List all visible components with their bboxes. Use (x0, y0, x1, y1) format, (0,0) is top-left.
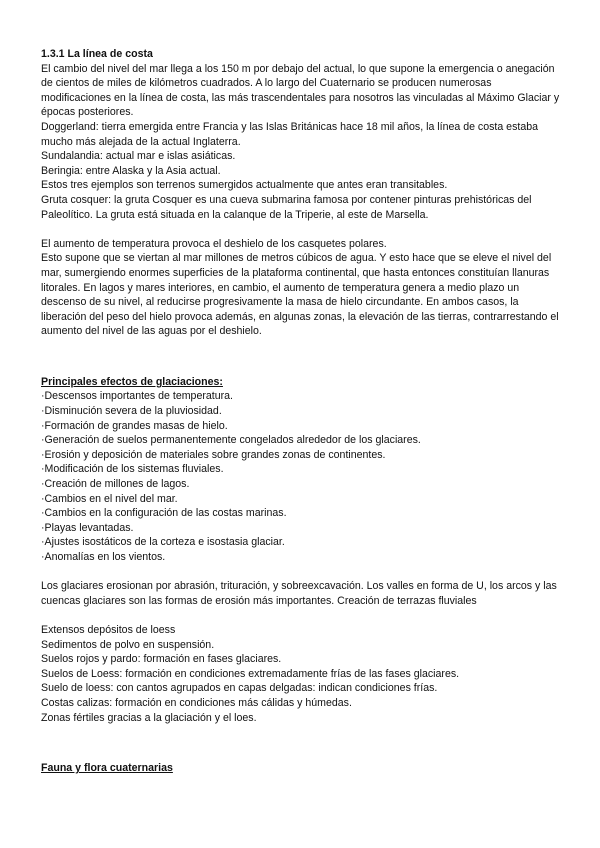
list-item: ·Generación de suelos permanentemente congelados alrededor de los glaciares. (41, 434, 421, 447)
doggerland-paragraph: Doggerland: tierra emergida entre Francia y las Islas Británicas hace 18 mil años, la línea de costa estaba mucho más alejada de la actual Inglaterra. (41, 120, 538, 148)
list-item: ·Descensos importantes de temperatura. (41, 390, 233, 403)
list-item: ·Playas levantadas. (41, 521, 134, 534)
sundalandia-line: Sundalandia: actual mar e islas asiáticas. (41, 150, 236, 163)
erosion-paragraph: Los glaciares erosionan por abrasión, trituración, y sobreexcavación. Los valles en forma de U, los arcos y las cuencas glaciares son las formas de erosión más importantes. Creación de terrazas fluviales (41, 580, 557, 607)
list-item: ·Formación de grandes masas de hielo. (41, 419, 228, 432)
loess-line: Extensos depósitos de loess (41, 623, 176, 636)
deshielo-paragraph: Esto supone que se viertan al mar millones de metros cúbicos de agua. Y esto hace que se eleve el nivel del mar, sumergiendo enormes superficies de la plataforma continental, que hasta entonces constituían llanuras litorales. En lagos y mares interiores, en cambio, el aumento de temperatura genera a medio plazo un descenso de su nivel, al reducirse progresivamente la masa de hielo circundante. En ambos casos, la liberación del peso del hielo provoca además, en algunas zonas, la elevación de las tierras, contrarrestando el aumento del nivel de las aguas por el deshielo. (41, 252, 559, 338)
loess-line: Suelos rojos y pardo: formación en fases glaciares. (41, 653, 282, 666)
document-page (41, 47, 561, 776)
deshielo-line: El aumento de temperatura provoca el deshielo de los casquetes polares. (41, 237, 387, 250)
list-item: ·Erosión y deposición de materiales sobre grandes zonas de continentes. (41, 448, 386, 461)
effects-list (41, 389, 561, 564)
list-item: ·Disminución severa de la pluviosidad. (41, 405, 222, 418)
cosquer-paragraph: Gruta cosquer: la gruta Cosquer es una cueva submarina famosa por contener pinturas prehistóricas del Paleolítico. La gruta está situada en la calanque de la Triperie, al este de Marsella. (41, 193, 532, 221)
loess-line: Costas calizas: formación en condiciones más cálidas y húmedas. (41, 696, 352, 709)
effects-heading: Principales efectos de glaciaciones: (41, 375, 223, 388)
loess-line: Sedimentos de polvo en suspensión. (41, 638, 215, 651)
loess-line: Suelos de Loess: formación en condiciones extremadamente frías de las fases glaciares. (41, 667, 460, 680)
fauna-heading: Fauna y flora cuaternarias (41, 762, 173, 775)
intro-paragraph: El cambio del nivel del mar llega a los 150 m por debajo del actual, lo que supone la emergencia o anegación de cientos de miles de kilómetros cuadrados. A lo largo del Cuaternario se producen numerosas modificaciones en la línea de costa, las más trascendentales para nosotros las vinculadas al Máximo Glaciar y épocas posteriores. (41, 62, 560, 119)
section-heading: 1.3.1 La línea de costa (41, 48, 153, 60)
ejemplos-line: Estos tres ejemplos son terrenos sumergidos actualmente que antes eran transitables. (41, 179, 448, 192)
list-item: ·Cambios en el nivel del mar. (41, 492, 178, 505)
list-item: ·Cambios en la configuración de las costas marinas. (41, 507, 287, 520)
loess-line: Suelo de loess: con cantos agrupados en capas delgadas: indican condiciones frías. (41, 682, 438, 695)
loess-line: Zonas fértiles gracias a la glaciación y el loes. (41, 711, 257, 724)
list-item: ·Modificación de los sistemas fluviales. (41, 463, 224, 476)
list-item: ·Anomalías en los vientos. (41, 551, 166, 563)
list-item: ·Ajustes isostáticos de la corteza e isostasia glaciar. (41, 536, 285, 549)
beringia-line: Beringia: entre Alaska y la Asia actual. (41, 164, 221, 177)
list-item: ·Creación de millones de lagos. (41, 478, 190, 491)
